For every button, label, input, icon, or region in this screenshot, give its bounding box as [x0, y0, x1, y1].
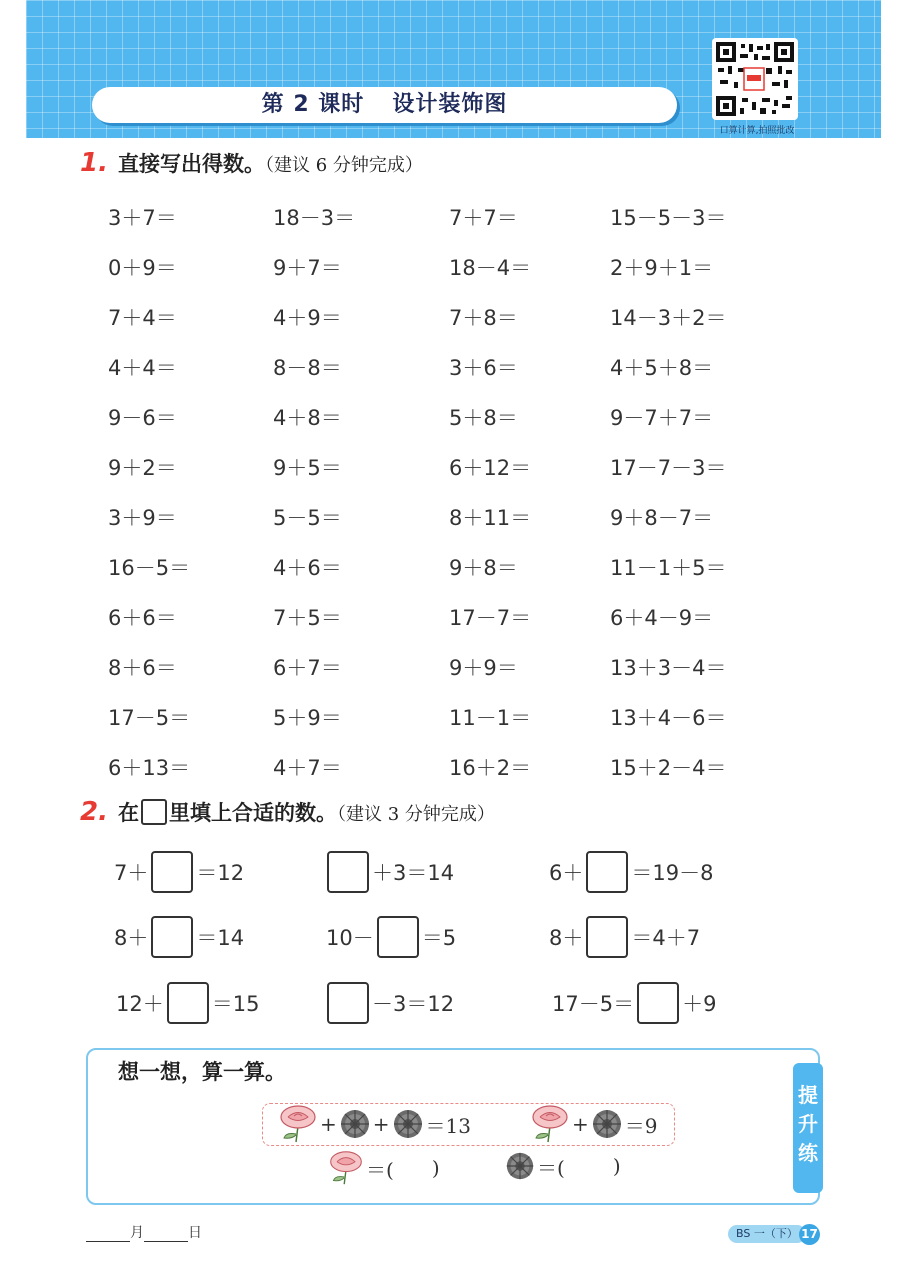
calc-item: 3＋9＝ — [108, 506, 177, 530]
calc-item: 0＋9＝ — [108, 256, 177, 280]
qr-code[interactable] — [712, 38, 798, 120]
rose-icon — [528, 1104, 572, 1144]
equation-result: ＝9 — [624, 1113, 658, 1138]
eq-text: ＋3＝14 — [372, 861, 455, 885]
calc-item: 6＋12＝ — [449, 456, 532, 480]
calc-item: 4＋8＝ — [273, 406, 342, 430]
month-blank[interactable] — [86, 1228, 130, 1242]
think-title: 想一想，算一算。 — [118, 1060, 286, 1084]
fill-equation — [324, 982, 454, 1024]
calc-item: 7＋5＝ — [273, 606, 342, 630]
calc-item: 6＋7＝ — [273, 656, 342, 680]
month-label: 月 — [130, 1225, 144, 1241]
plus-sign: + — [320, 1112, 337, 1136]
calc-item: 5＋9＝ — [273, 706, 342, 730]
answer-open: ＝( — [366, 1157, 394, 1182]
eq-text: ＝15 — [211, 992, 260, 1016]
qr-caption: 口算计算,拍照批改 — [719, 126, 795, 136]
blank-box-icon — [141, 799, 167, 825]
calc-item: 7＋4＝ — [108, 306, 177, 330]
section-1-heading — [80, 148, 423, 178]
plus-sign: + — [572, 1112, 589, 1136]
calc-item: 8＋11＝ — [449, 506, 532, 530]
fill-equation — [549, 916, 700, 958]
calc-item: 4＋7＝ — [273, 756, 342, 780]
section-2-heading — [80, 797, 495, 827]
fill-equation — [549, 851, 713, 893]
fill-equation — [114, 851, 244, 893]
calc-item: 16－5＝ — [108, 556, 191, 580]
section-1-title: 直接写出得数。 — [117, 152, 265, 176]
page-number: 17 — [799, 1224, 820, 1245]
lesson-topic: 设计装饰图 — [392, 92, 508, 117]
chrysanthemum-icon — [503, 1150, 537, 1182]
calc-item: 14－3＋2＝ — [610, 306, 727, 330]
eq-text: ＋9 — [682, 992, 717, 1016]
rose-icon — [326, 1150, 366, 1186]
calc-item: 7＋7＝ — [449, 206, 518, 230]
fill-equation — [114, 916, 244, 958]
chrysanthemum-icon — [589, 1107, 625, 1141]
eq-text: ＝4＋7 — [631, 926, 701, 950]
side-label-char: 提 — [798, 1083, 818, 1107]
calc-item: 18－3＝ — [273, 206, 356, 230]
eq-text: －3＝12 — [372, 992, 455, 1016]
day-blank[interactable] — [144, 1228, 188, 1242]
calc-item: 17－5＝ — [108, 706, 191, 730]
eq-text: ＝12 — [196, 861, 245, 885]
answer-box[interactable] — [586, 851, 628, 893]
plus-sign: + — [372, 1112, 390, 1136]
edition-tag: BS 一（下） — [728, 1225, 806, 1243]
fill-equation — [326, 916, 456, 958]
calc-item: 9－7＋7＝ — [610, 406, 714, 430]
section-2-title-pre: 在 — [117, 801, 139, 825]
calc-item: 6＋6＝ — [108, 606, 177, 630]
answer-box[interactable] — [327, 982, 369, 1024]
calc-item: 5－5＝ — [273, 506, 342, 530]
answer-box[interactable] — [377, 916, 419, 958]
calc-item: 4＋9＝ — [273, 306, 342, 330]
section-2-hint: （建议 3 分钟完成） — [336, 804, 495, 825]
answer-box[interactable] — [586, 916, 628, 958]
calc-item: 8＋6＝ — [108, 656, 177, 680]
eq-text: 6＋ — [549, 861, 584, 885]
calc-item: 4＋6＝ — [273, 556, 342, 580]
answer-box[interactable] — [327, 851, 369, 893]
section-1-number: 1. — [80, 148, 108, 178]
calc-item: 9－6＝ — [108, 406, 177, 430]
calc-item: 8－8＝ — [273, 356, 342, 380]
calc-item: 18－4＝ — [449, 256, 532, 280]
eq-text: 12＋ — [116, 992, 164, 1016]
answer-close: ) — [612, 1154, 621, 1178]
answer-box[interactable] — [151, 851, 193, 893]
fill-equation — [116, 982, 259, 1024]
answer-open: ＝( — [537, 1155, 565, 1180]
calc-item: 2＋9＋1＝ — [610, 256, 714, 280]
calc-item: 13＋3－4＝ — [610, 656, 727, 680]
equation-result: ＝13 — [425, 1113, 471, 1138]
calc-item: 11－1＋5＝ — [610, 556, 727, 580]
calc-item: 6＋4－9＝ — [610, 606, 714, 630]
rose-icon — [276, 1104, 320, 1144]
calc-item: 15－5－3＝ — [610, 206, 727, 230]
calc-item: 9＋2＝ — [108, 456, 177, 480]
calc-item: 16＋2＝ — [449, 756, 532, 780]
picture-equation-1 — [276, 1104, 471, 1144]
date-line — [86, 1222, 202, 1242]
calc-item: 11－1＝ — [449, 706, 532, 730]
calc-item: 7＋8＝ — [449, 306, 518, 330]
calc-item: 9＋8＝ — [449, 556, 518, 580]
eq-text: 8＋ — [549, 926, 584, 950]
calc-item: 3＋6＝ — [449, 356, 518, 380]
fill-equation — [552, 982, 716, 1024]
qr-code-icon — [716, 42, 794, 116]
day-label: 日 — [188, 1225, 202, 1241]
eq-text: 7＋ — [114, 861, 149, 885]
picture-equation-2 — [528, 1104, 658, 1144]
section-2-number: 2. — [80, 797, 108, 827]
practice-side-label — [793, 1063, 823, 1193]
lesson-number: 第 2 课时 — [261, 92, 365, 117]
eq-text: ＝19－8 — [631, 861, 714, 885]
fill-equation — [324, 851, 454, 893]
eq-text: 10－ — [326, 926, 374, 950]
calc-item: 17－7＝ — [449, 606, 532, 630]
answer-close: ) — [431, 1156, 440, 1180]
eq-text: ＝5 — [421, 926, 457, 950]
chrysanthemum-answer — [503, 1150, 621, 1182]
answer-box[interactable] — [637, 982, 679, 1024]
calc-item: 9＋7＝ — [273, 256, 342, 280]
calc-item: 17－7－3＝ — [610, 456, 727, 480]
calc-item: 6＋13＝ — [108, 756, 191, 780]
calc-item: 5＋8＝ — [449, 406, 518, 430]
calc-item: 9＋5＝ — [273, 456, 342, 480]
eq-text: 8＋ — [114, 926, 149, 950]
chrysanthemum-icon — [337, 1107, 373, 1141]
rose-answer — [326, 1150, 440, 1186]
calc-item: 15＋2－4＝ — [610, 756, 727, 780]
calc-item: 4＋4＝ — [108, 356, 177, 380]
calc-item: 13＋4－6＝ — [610, 706, 727, 730]
eq-text: ＝14 — [196, 926, 245, 950]
chrysanthemum-icon — [390, 1107, 426, 1141]
calc-item: 3＋7＝ — [108, 206, 177, 230]
answer-box[interactable] — [151, 916, 193, 958]
side-label-char: 练 — [798, 1141, 818, 1165]
calc-item: 9＋9＝ — [449, 656, 518, 680]
side-label-char: 升 — [798, 1112, 818, 1136]
section-2-title-post: 里填上合适的数。 — [168, 801, 337, 825]
answer-box[interactable] — [167, 982, 209, 1024]
section-1-hint: （建议 6 分钟完成） — [264, 155, 423, 176]
page-title — [92, 87, 677, 123]
calc-item: 4＋5＋8＝ — [610, 356, 714, 380]
calc-item: 9＋8－7＝ — [610, 506, 714, 530]
eq-text: 17－5＝ — [552, 992, 635, 1016]
